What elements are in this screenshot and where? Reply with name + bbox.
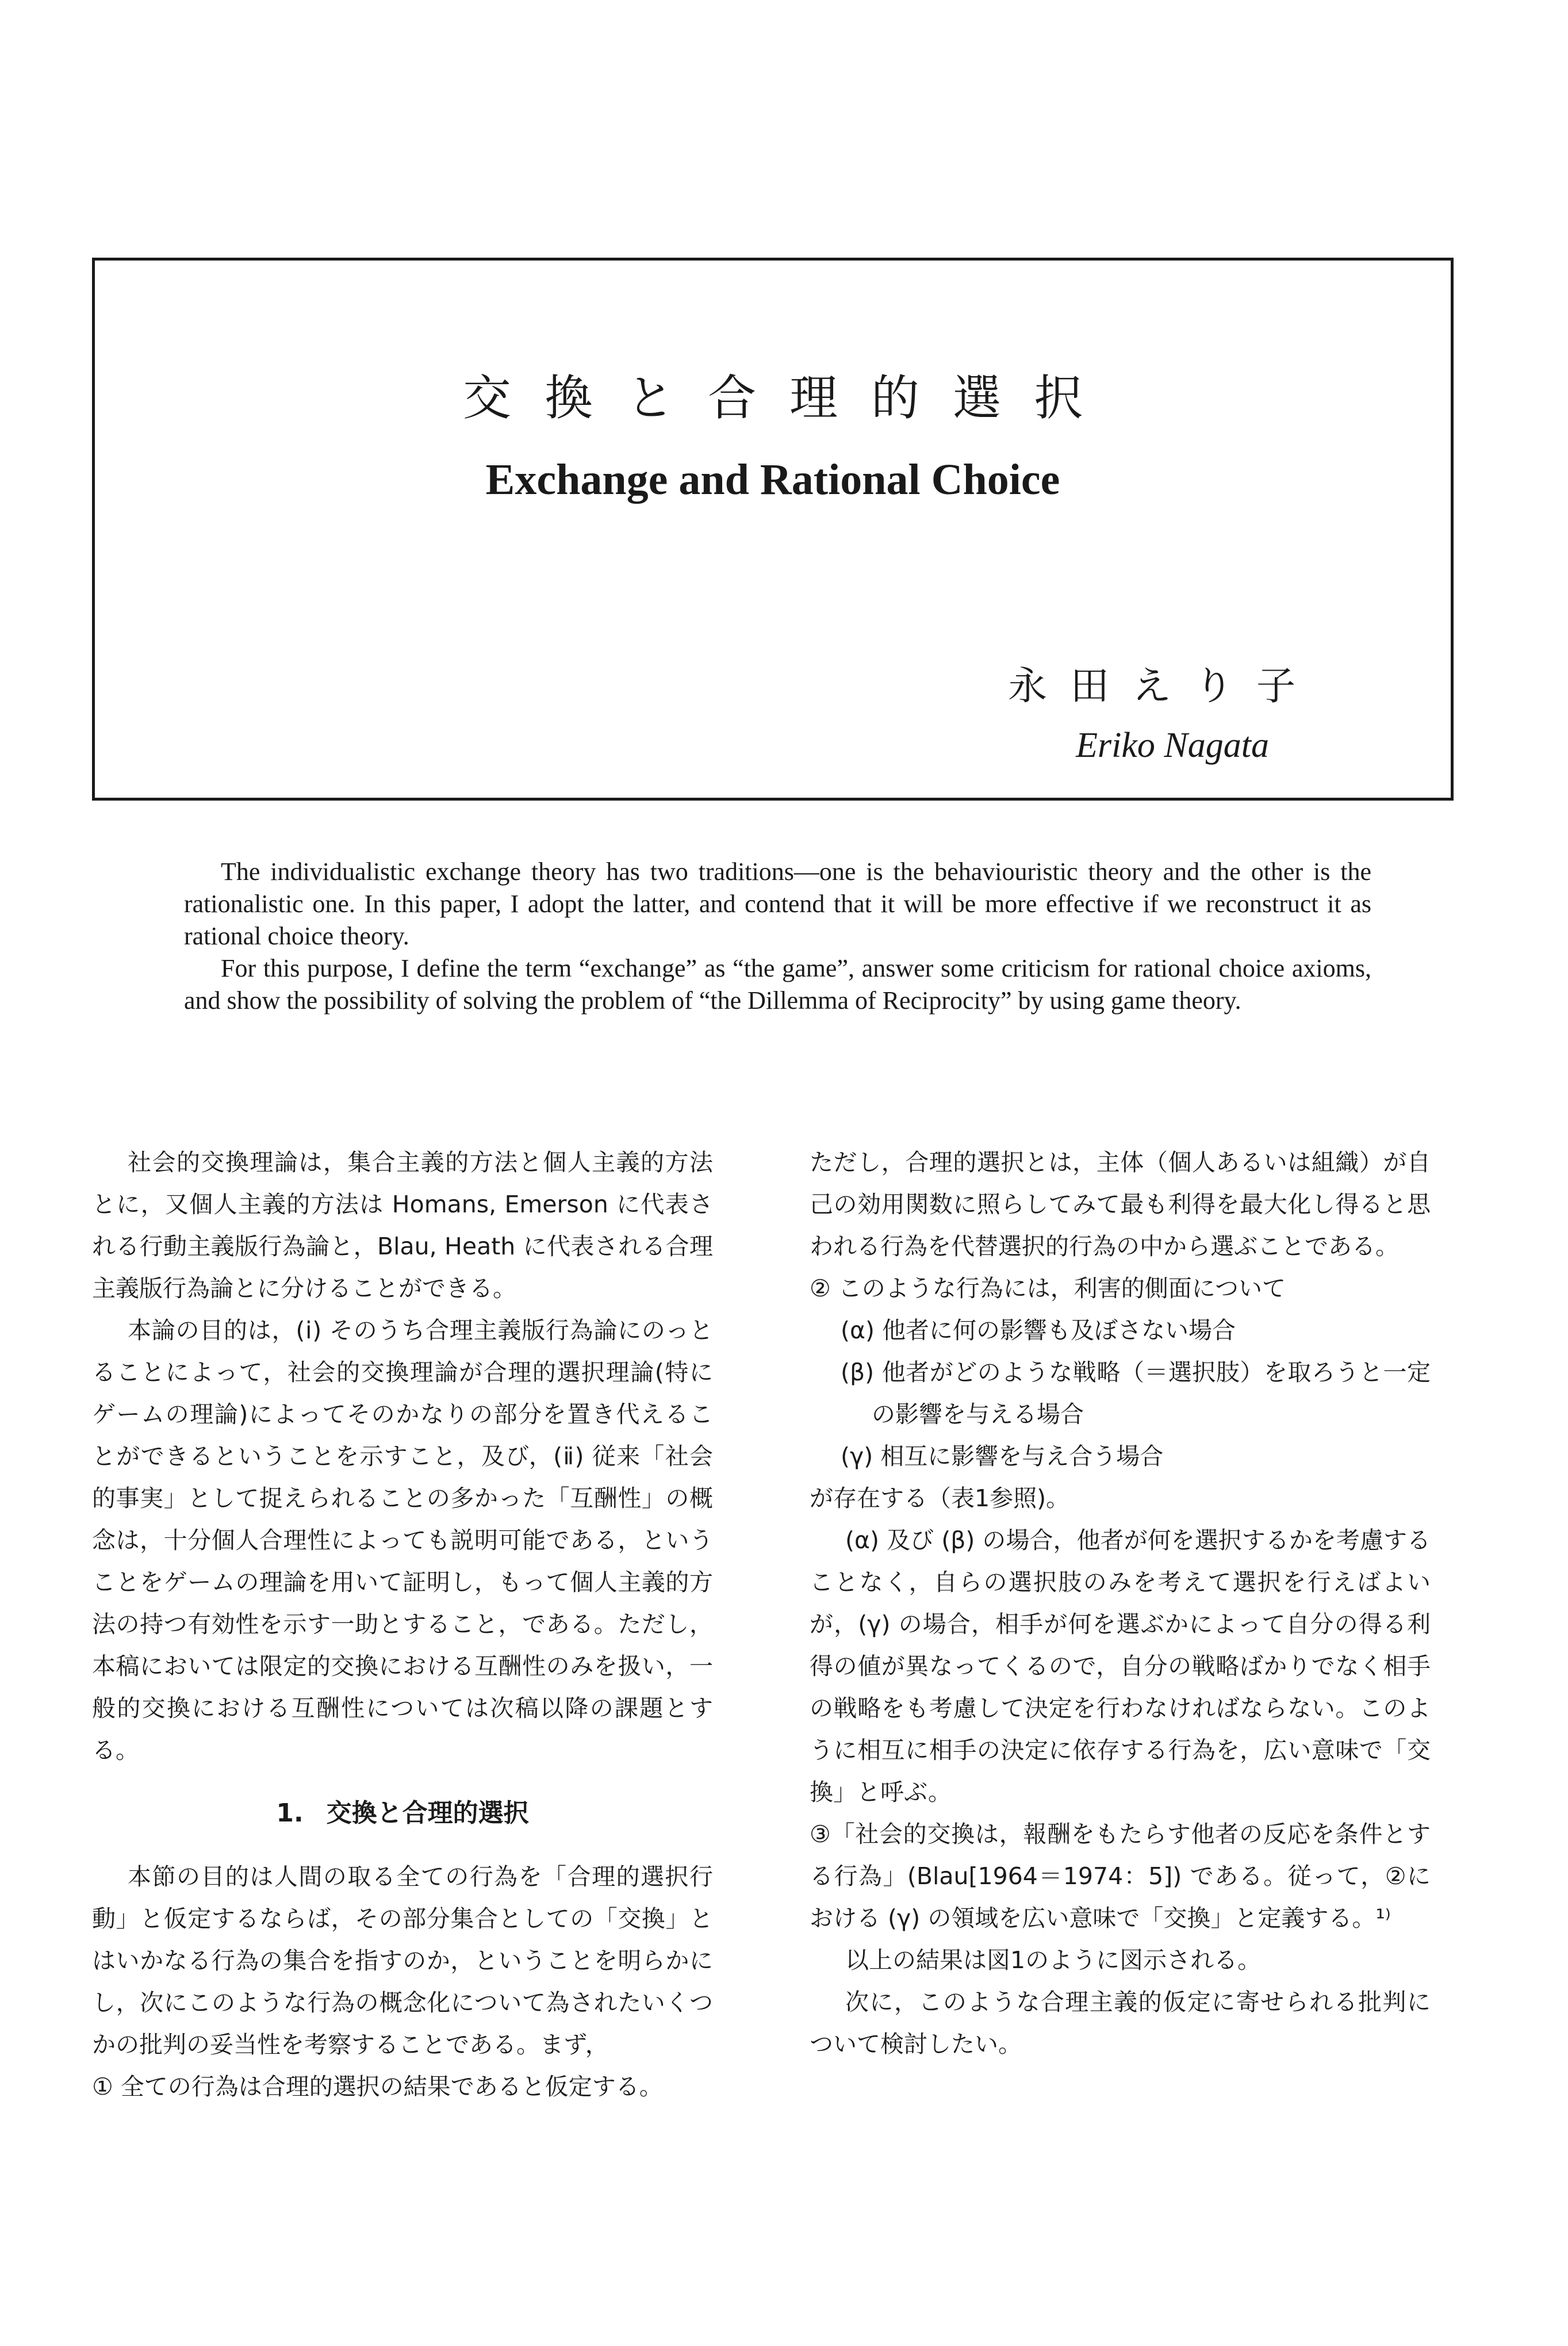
assumption-1: ① 全ての行為は合理的選択の結果であると仮定する。 — [92, 2073, 663, 2100]
left-column — [92, 1142, 713, 2108]
assumption-3: ③「社会的交換は，報酬をもたらす他者の反応を条件とする行為」(Blau[1964＝1974：5]) である。従って，②における (γ) の領域を広い意味で「交換」と定義する。¹⁾ — [810, 1820, 1431, 1932]
right-column — [810, 1142, 1431, 2065]
title-box — [92, 258, 1454, 801]
section-title: 交換と合理的選択 — [326, 1798, 529, 1828]
abstract-paragraph-2: For this purpose, I define the term “exchange” as “the game”, answer some criticism for rational choice axioms, and show the possibility of solving the problem of “the Dillemma of Reciprocity” by using game theory. — [184, 954, 1371, 1015]
body-paragraph: 本論の目的は，(ⅰ) そのうち合理主義版行為論にのっとることによって，社会的交換理論が合理的選択理論(特にゲームの理論)によってそのかなりの部分を置き代えることができるということを示すこと，及び，(ⅱ) 従来「社会的事実」として捉えられることの多かった「互酬性」の概念は，十分個人合理性によっても説明可能である，ということをゲームの理論を用いて証明し，もって個人主義的方法の持つ有効性を示す一助とすること，である。ただし，本稿においては限定的交換における互酬性のみを扱い，一般的交換における互酬性については次稿以降の課題とする。 — [92, 1316, 713, 1764]
body-paragraph: (α) 及び (β) の場合，他者が何を選択するかを考慮することなく，自らの選択肢のみを考えて選択を行えばよいが，(γ) の場合，相手が何を選ぶかによって自分の得る利得の値が異なってくるので，自分の戦略ばかりでなく相手の戦略をも考慮して決定を行わなければならない。このように相互に相手の決定に依存する行為を，広い意味で「交換」と呼ぶ。 — [810, 1526, 1431, 1806]
case-beta: (β) 他者がどのような戦略（＝選択肢）を取ろうと一定の影響を与える場合 — [841, 1358, 1431, 1428]
body-paragraph: 次に，このような合理主義的仮定に寄せられる批判について検討したい。 — [810, 1988, 1431, 2058]
assumption-2: ② このような行為には，利害的側面について — [810, 1275, 1286, 1302]
section-heading — [92, 1792, 713, 1834]
body-paragraph: ただし，合理的選択とは，主体（個人あるいは組織）が自己の効用関数に照らしてみて最も利得を最大化し得ると思われる行為を代替選択的行為の中から選ぶことである。 — [810, 1149, 1431, 1260]
body-paragraph: が存在する（表1参照)。 — [810, 1484, 1070, 1512]
author-japanese: 永田えり子 — [1007, 664, 1318, 709]
case-alpha: (α) 他者に何の影響も及ぼさない場合 — [841, 1316, 1236, 1344]
section-number: 1. — [276, 1798, 304, 1828]
abstract — [184, 856, 1371, 1017]
title-japanese: 交換と合理的選択 — [462, 370, 1116, 426]
abstract-paragraph-1: The individualistic exchange theory has two traditions—one is the behaviouristic theory and the other is the rationalistic one. In this paper, I adopt the latter, and contend that it will be more effective if we reconstruct it as rational choice theory. — [184, 858, 1371, 950]
body-paragraph: 本節の目的は人間の取る全ての行為を「合理的選択行動」と仮定するならば，その部分集合としての「交換」とはいかなる行為の集合を指すのか，ということを明らかにし，次にこのような行為の概念化について為されたいくつかの批判の妥当性を考察することである。まず， — [92, 1863, 713, 2058]
title-english: Exchange and Rational Choice — [485, 456, 1060, 504]
body-paragraph: 以上の結果は図1のように図示される。 — [845, 1946, 1262, 1974]
body-paragraph: 社会的交換理論は，集合主義的方法と個人主義的方法とに，又個人主義的方法は Homans, Emerson に代表される行動主義版行為論と，Blau, Heath に代表される合理主義版行為論とに分けることができる。 — [92, 1149, 713, 1302]
case-gamma: (γ) 相互に影響を与え合う場合 — [841, 1442, 1164, 1470]
author-english: Eriko Nagata — [1076, 726, 1269, 765]
